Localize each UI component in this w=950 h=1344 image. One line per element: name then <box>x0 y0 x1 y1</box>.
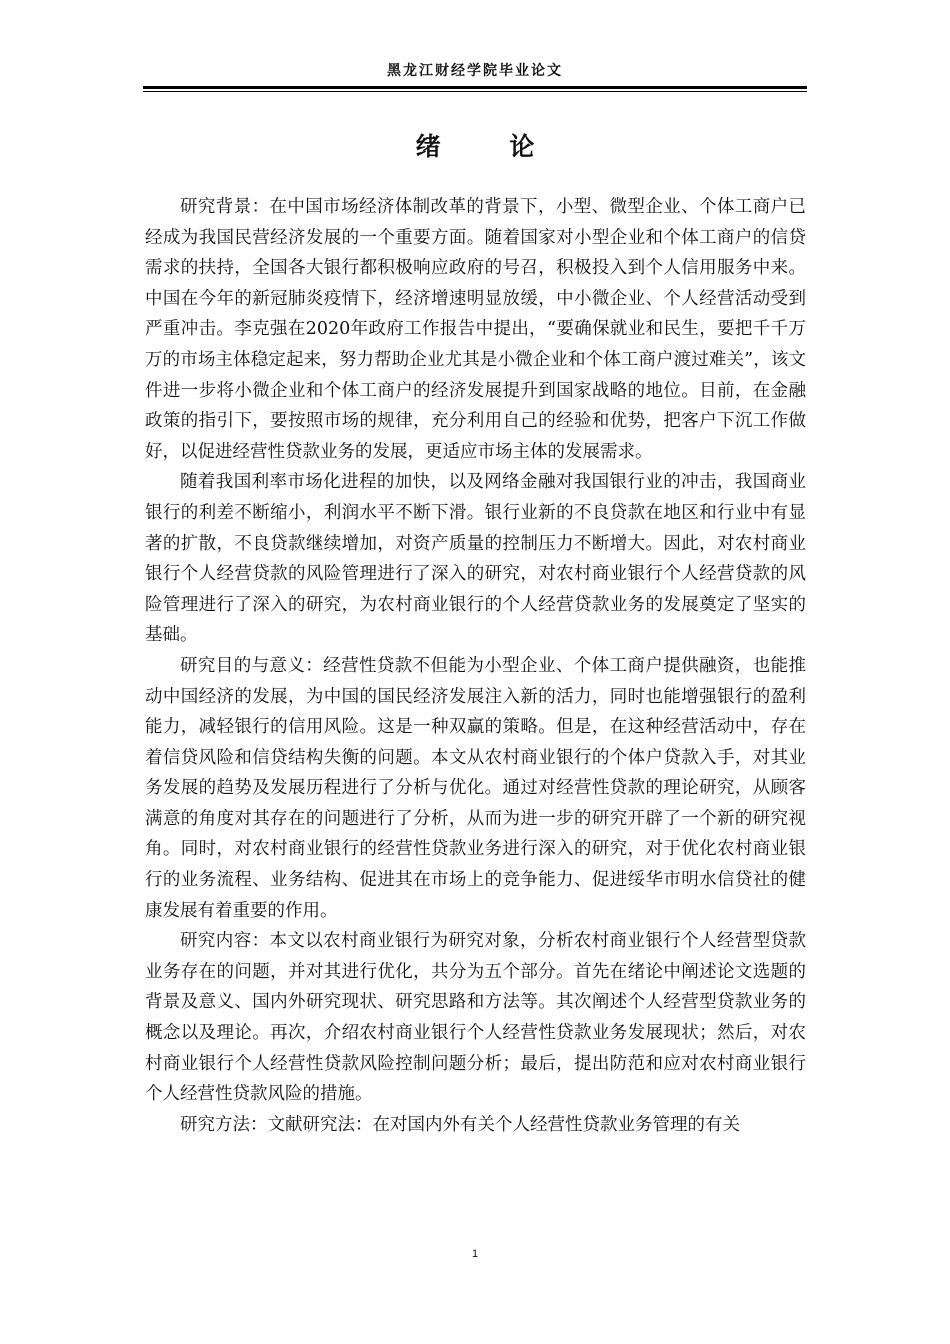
paragraph-purpose: 研究目的与意义：经营性贷款不但能为小型企业、个体工商户提供融资，也能推动中国经济的发展，为中国的国民经济发展注入新的活力，同时也能增强银行的盈利能力，减轻银行的信用风险。这是一种双赢的策略。但是，在这种经营活动中，存在着信贷风险和信贷结构失衡的问题。本文从农村商业银行的个体户贷款入手，对其业务发展的趋势及发展历程进行了分析与优化。通过对经营性贷款的理论研究，从顾客满意的角度对其存在的问题进行了分析，从而为进一步的研究开辟了一个新的研究视角。同时，对农村商业银行的经营性贷款业务进行深入的研究，对于优化农村商业银行的业务流程、业务结构、促进其在市场上的竞争能力、促进绥华市明水信贷社的健康发展有着重要的作用。 <box>145 655 806 921</box>
page-number: 1 <box>471 1248 479 1260</box>
chapter-title: 绪 论 <box>415 132 565 161</box>
paragraph-interest-rate: 随着我国利率市场化进程的加快，以及网络金融对我国银行业的冲击，我国商业银行的利差不断缩小，利润水平不断下滑。银行业新的不良贷款在地区和行业中有显著的扩散，不良贷款继续增加，对资产质量的控制压力不断增大。因此，对农村商业银行个人经营贷款的风险管理进行了深入的研究，对农村商业银行个人经营贷款的风险管理进行了深入的研究，为农村商业银行的个人经营贷款业务的发展奠定了坚实的基础。 <box>145 472 806 646</box>
header-rule-thin <box>143 91 807 92</box>
header-rule-thick <box>143 86 807 89</box>
paragraph-content: 研究内容：本文以农村商业银行为研究对象，分析农村商业银行个人经营型贷款业务存在的问题，并对其进行优化，共分为五个部分。首先在绪论中阐述论文选题的背景及意义、国内外研究现状、研究思路和方法等。其次阐述个人经营型贷款业务的概念以及理论。再次，介绍农村商业银行个人经营性贷款业务发展现状；然后，对农村商业银行个人经营性贷款风险控制问题分析；最后，提出防范和应对农村商业银行个人经营性贷款风险的措施。 <box>145 931 806 1105</box>
running-header: 黑龙江财经学院毕业论文 <box>387 63 563 79</box>
body-text <box>145 192 806 1140</box>
paragraph-background: 研究背景：在中国市场经济体制改革的背景下，小型、微型企业、个体工商户已经成为我国民营经济发展的一个重要方面。随着国家对小型企业和个体工商户的信贷需求的扶持，全国各大银行都积极响应政府的号召，积极投入到个人信用服务中来。中国在今年的新冠肺炎疫情下，经济增速明显放缓，中小微企业、个人经营活动受到严重冲击。李克强在2020年政府工作报告中提出，“要确保就业和民生，要把千千万万的市场主体稳定起来，努力帮助企业尤其是小微企业和个体工商户渡过难关”，该文件进一步将小微企业和个体工商户的经济发展提升到国家战略的地位。目前，在金融政策的指引下，要按照市场的规律，充分利用自己的经验和优势，把客户下沉工作做好，以促进经营性贷款业务的发展，更适应市场主体的发展需求。 <box>145 197 806 462</box>
paragraph-method: 研究方法：文献研究法：在对国内外有关个人经营性贷款业务管理的有关 <box>180 1114 740 1135</box>
